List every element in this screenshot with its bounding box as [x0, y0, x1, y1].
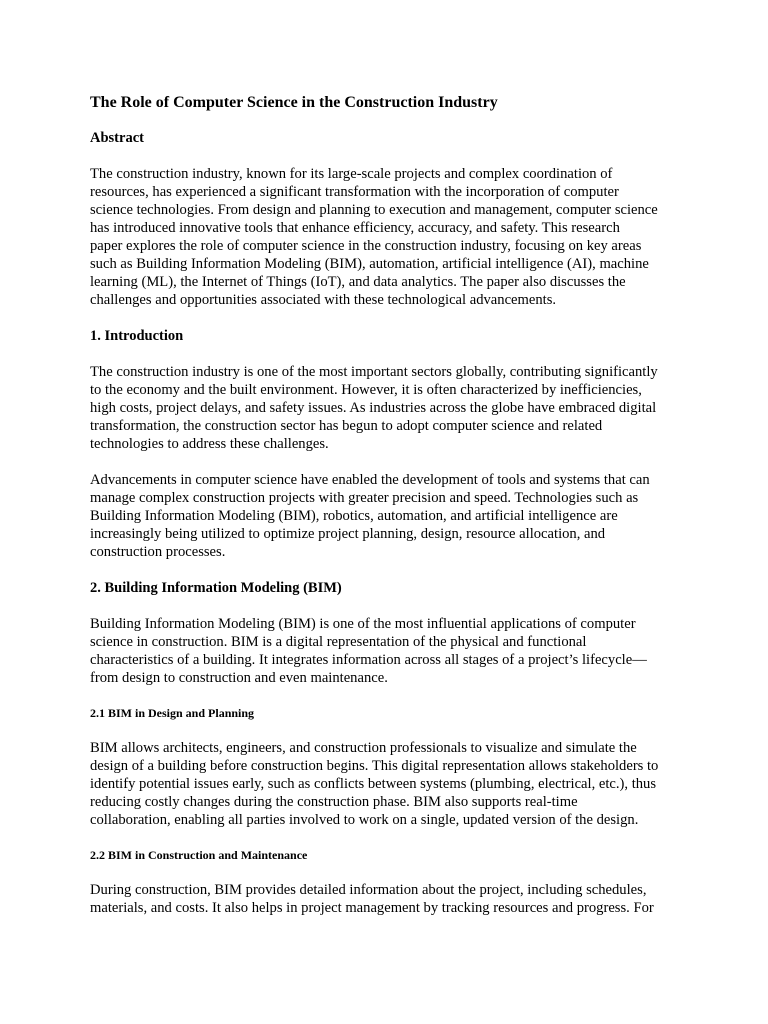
text-line: such as Building Information Modeling (BIM), automation, artificial intelligence (AI), machine [90, 256, 649, 272]
text-line: transformation, the construction sector has begun to adopt computer science and related [90, 418, 603, 434]
bim-construction-maintenance-paragraph [90, 881, 682, 917]
introduction-paragraph-1 [90, 363, 682, 453]
text-line: reducing costly changes during the construction phase. BIM also supports real-time [90, 794, 578, 810]
text-line: Advancements in computer science have enabled the development of tools and systems that can [90, 472, 650, 488]
document-page [90, 93, 682, 935]
text-line: characteristics of a building. It integrates information across all stages of a project’s lifecycle— [90, 652, 647, 668]
text-line: technologies to address these challenges. [90, 436, 329, 452]
text-line: collaboration, enabling all parties involved to work on a single, updated version of the design. [90, 812, 639, 828]
text-line: from design to construction and even maintenance. [90, 670, 388, 686]
bim-design-planning-heading: 2.1 BIM in Design and Planning [90, 706, 255, 720]
text-line: has introduced innovative tools that enhance efficiency, accuracy, and safety. This research [90, 220, 620, 236]
bim-construction-maintenance-heading: 2.2 BIM in Construction and Maintenance [90, 848, 308, 862]
document-title: The Role of Computer Science in the Construction Industry [90, 94, 498, 111]
text-line: high costs, project delays, and safety issues. As industries across the globe have embraced digital [90, 400, 657, 416]
text-line: The construction industry is one of the most important sectors globally, contributing significantly [90, 364, 658, 380]
text-line: learning (ML), the Internet of Things (IoT), and data analytics. The paper also discusses the [90, 274, 626, 290]
bim-design-planning-paragraph [90, 739, 682, 829]
bim-paragraph [90, 615, 682, 687]
text-line: The construction industry, known for its large-scale projects and complex coordination of [90, 166, 613, 182]
text-line: paper explores the role of computer science in the construction industry, focusing on key areas [90, 238, 642, 254]
text-line: identify potential issues early, such as conflicts between systems (plumbing, electrical, etc.), thus [90, 776, 657, 792]
abstract-paragraph [90, 165, 682, 309]
text-line: design of a building before construction begins. This digital representation allows stakeholders to [90, 758, 659, 774]
text-line: science in construction. BIM is a digital representation of the physical and functional [90, 634, 587, 650]
abstract-heading: Abstract [90, 130, 144, 146]
introduction-paragraph-2 [90, 471, 682, 561]
text-line: resources, has experienced a significant transformation with the incorporation of computer [90, 184, 619, 200]
text-line: construction processes. [90, 544, 226, 560]
text-line: to the economy and the built environment. However, it is often characterized by inefficiencies, [90, 382, 642, 398]
text-line: materials, and costs. It also helps in project management by tracking resources and progress. For [90, 900, 654, 916]
introduction-heading: 1. Introduction [90, 328, 184, 344]
text-line: BIM allows architects, engineers, and construction professionals to visualize and simulate the [90, 740, 637, 756]
text-line: challenges and opportunities associated with these technological advancements. [90, 292, 557, 308]
bim-heading: 2. Building Information Modeling (BIM) [90, 580, 342, 596]
text-line: manage complex construction projects with greater precision and speed. Technologies such as [90, 490, 639, 506]
text-line: During construction, BIM provides detailed information about the project, including schedules, [90, 882, 647, 898]
text-line: Building Information Modeling (BIM) is one of the most influential applications of computer [90, 616, 636, 632]
text-line: increasingly being utilized to optimize project planning, design, resource allocation, and [90, 526, 606, 542]
text-line: Building Information Modeling (BIM), robotics, automation, and artificial intelligence are [90, 508, 618, 524]
text-line: science technologies. From design and planning to execution and management, computer science [90, 202, 658, 218]
